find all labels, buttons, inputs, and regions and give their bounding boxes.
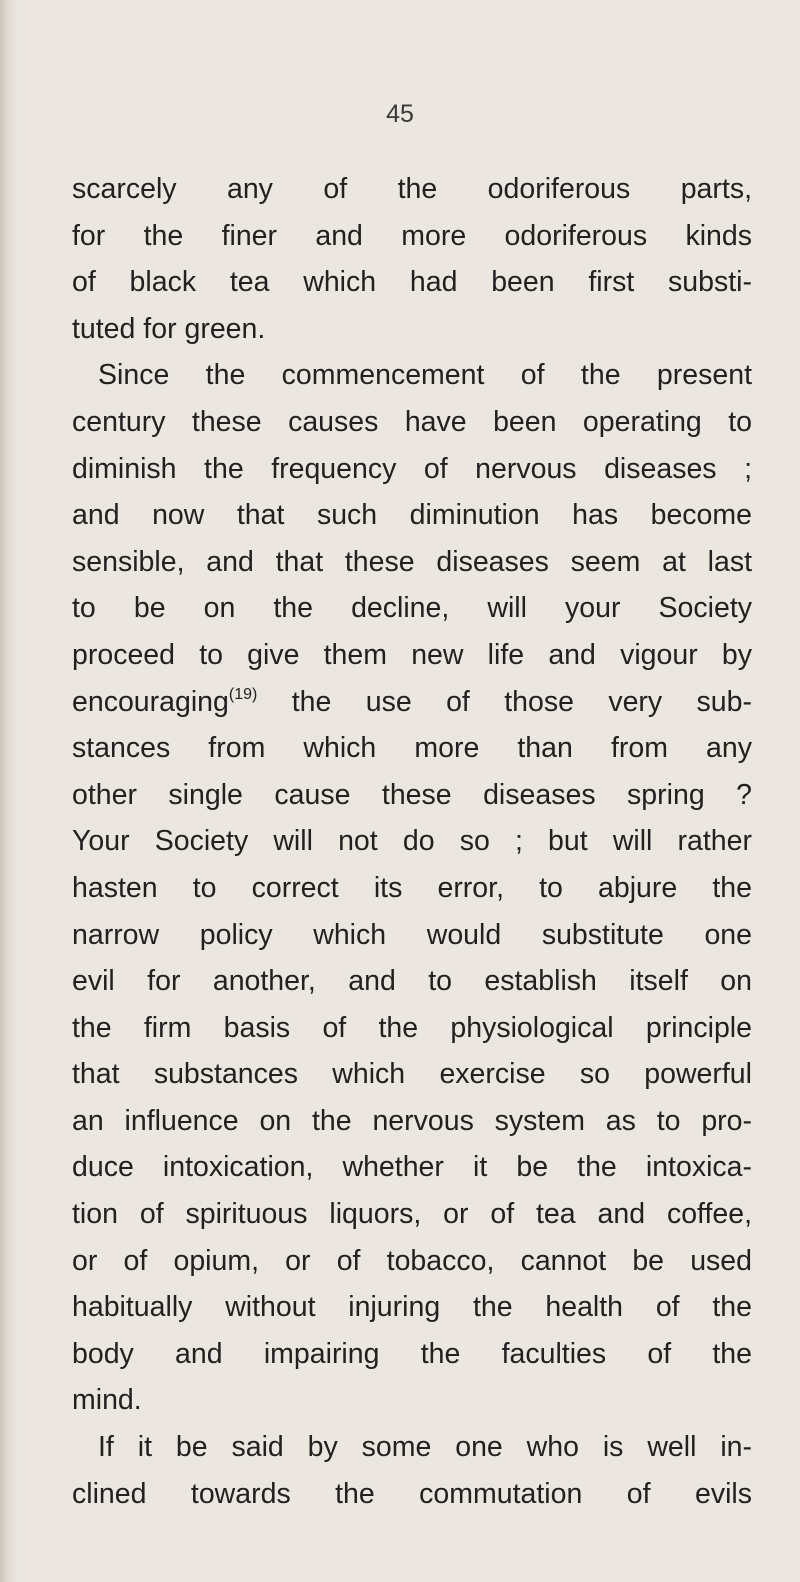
text-line: clined towards the commutation of evils [72, 1477, 752, 1510]
text-line: Your Society will not do so ; but will rather [72, 825, 752, 858]
footnote-reference: (19) [228, 685, 258, 703]
text-line: of black tea which had been first substi- [72, 266, 752, 299]
text-line: diminish the frequency of nervous diseases ; [72, 452, 752, 485]
text-line: proceed to give them new life and vigour by [72, 638, 752, 671]
text-line: for the finer and more odoriferous kinds [72, 219, 752, 252]
body-text [72, 166, 752, 1517]
text-line: to be on the decline, will your Society [72, 592, 752, 625]
text-line: and now that such diminution has become [72, 499, 752, 532]
text-line: duce intoxication, whether it be the intoxica- [72, 1151, 752, 1184]
text-line: scarcely any of the odoriferous parts, [72, 173, 752, 205]
text-line: other single cause these diseases spring ? [72, 778, 752, 811]
text-line: narrow policy which would substitute one [72, 918, 752, 951]
text-line [72, 679, 752, 726]
text-line: hasten to correct its error, to abjure the [72, 871, 752, 904]
text-line: century these causes have been operating to [72, 405, 752, 438]
text-line: the firm basis of the physiological principle [72, 1011, 752, 1044]
text-line: Since the commencement of the present [98, 359, 752, 392]
text-line: that substances which exercise so powerful [72, 1058, 752, 1091]
text-line: an influence on the nervous system as to pro- [72, 1104, 752, 1137]
text-line: If it be said by some one who is well in- [98, 1431, 752, 1464]
page-number: 45 [386, 100, 414, 128]
text-line: habitually without injuring the health of the [72, 1291, 752, 1324]
text-segment: encouraging [72, 685, 229, 718]
text-line: sensible, and that these diseases seem at last [72, 545, 752, 578]
text-line: body and impairing the faculties of the [72, 1337, 752, 1370]
text-line: evil for another, and to establish itself on [72, 965, 752, 998]
text-line: or of opium, or of tobacco, cannot be used [72, 1244, 752, 1277]
text-line: tion of spirituous liquors, or of tea and coffee, [72, 1198, 752, 1231]
text-line: stances from which more than from any [72, 732, 752, 765]
text-line: mind. [72, 1384, 142, 1417]
text-segment: the use of those very sub- [291, 685, 752, 718]
text-line: tuted for green. [72, 312, 266, 345]
binding-shadow [0, 0, 18, 1582]
